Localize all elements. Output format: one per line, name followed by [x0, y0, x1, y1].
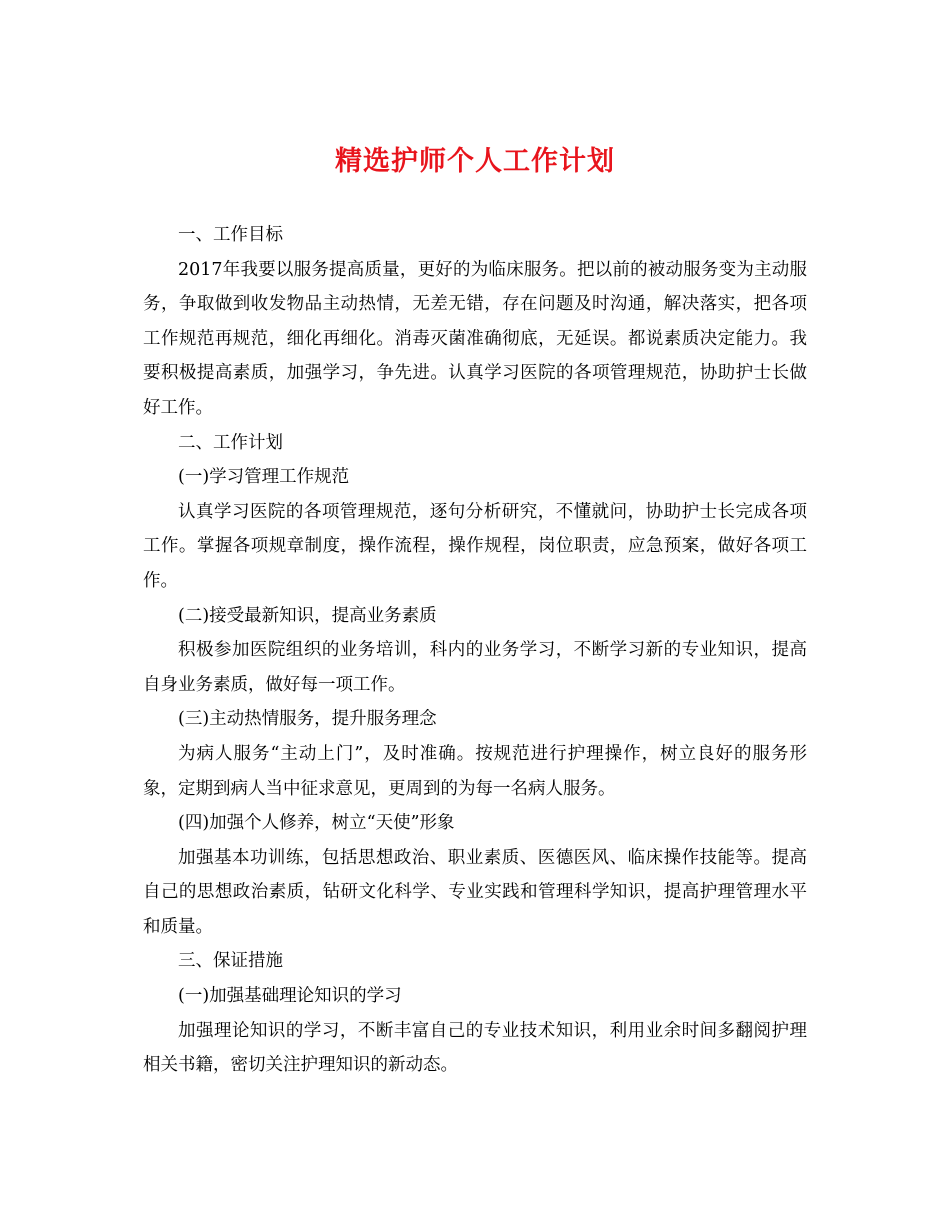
- section-heading-goals: 一、工作目标: [178, 225, 283, 245]
- paragraph-plan-4: 加强基本功训练，包括思想政治、职业素质、医德医风、临床操作技能等。提高自己的思想政治素质，钻研文化科学、专业实践和管理科学知识，提高护理管理水平和质量。: [143, 847, 807, 937]
- subheading-plan-1: (一)学习管理工作规范: [178, 467, 350, 488]
- document-body: [143, 218, 807, 1083]
- subheading-plan-4: (四)加强个人修养，树立“天使”形象: [178, 813, 455, 834]
- subheading-plan-3: (三)主动热情服务，提升服务理念: [178, 709, 437, 730]
- paragraph-plan-1: 认真学习医院的各项管理规范，逐句分析研究，不懂就问，协助护士长完成各项工作。掌握各项规章制度，操作流程，操作规程，岗位职责，应急预案，做好各项工作。: [143, 501, 807, 591]
- paragraph-measures-1: 加强理论知识的学习，不断丰富自己的专业技术知识，利用业余时间多翻阅护理相关书籍，密切关注护理知识的新动态。: [143, 1020, 807, 1076]
- paragraph-plan-3: 为病人服务“主动上门”，及时准确。按规范进行护理操作，树立良好的服务形象，定期到病人当中征求意见，更周到的为每一名病人服务。: [143, 743, 807, 799]
- paragraph-plan-2: 积极参加医院组织的业务培训，科内的业务学习，不断学习新的专业知识，提高自身业务素质，做好每一项工作。: [143, 640, 807, 695]
- section-heading-plan: 二、工作计划: [178, 432, 283, 453]
- section-heading-measures: 三、保证措施: [178, 951, 283, 972]
- document-title: 精选护师个人工作计划: [335, 146, 615, 177]
- subheading-plan-2: (二)接受最新知识，提高业务素质: [178, 605, 437, 626]
- paragraph-goals: 2017年我要以服务提高质量，更好的为临床服务。把以前的被动服务变为主动服务，争取做到收发物品主动热情，无差无错，存在问题及时沟通，解决落实，把各项工作规范再规范，细化再细化。消毒灭菌准确彻底，无延误。都说素质决定能力。我要积极提高素质，加强学习，争先进。认真学习医院的各项管理规范，协助护士长做好工作。: [143, 259, 807, 418]
- subheading-measures-1: (一)加强基础理论知识的学习: [178, 986, 402, 1007]
